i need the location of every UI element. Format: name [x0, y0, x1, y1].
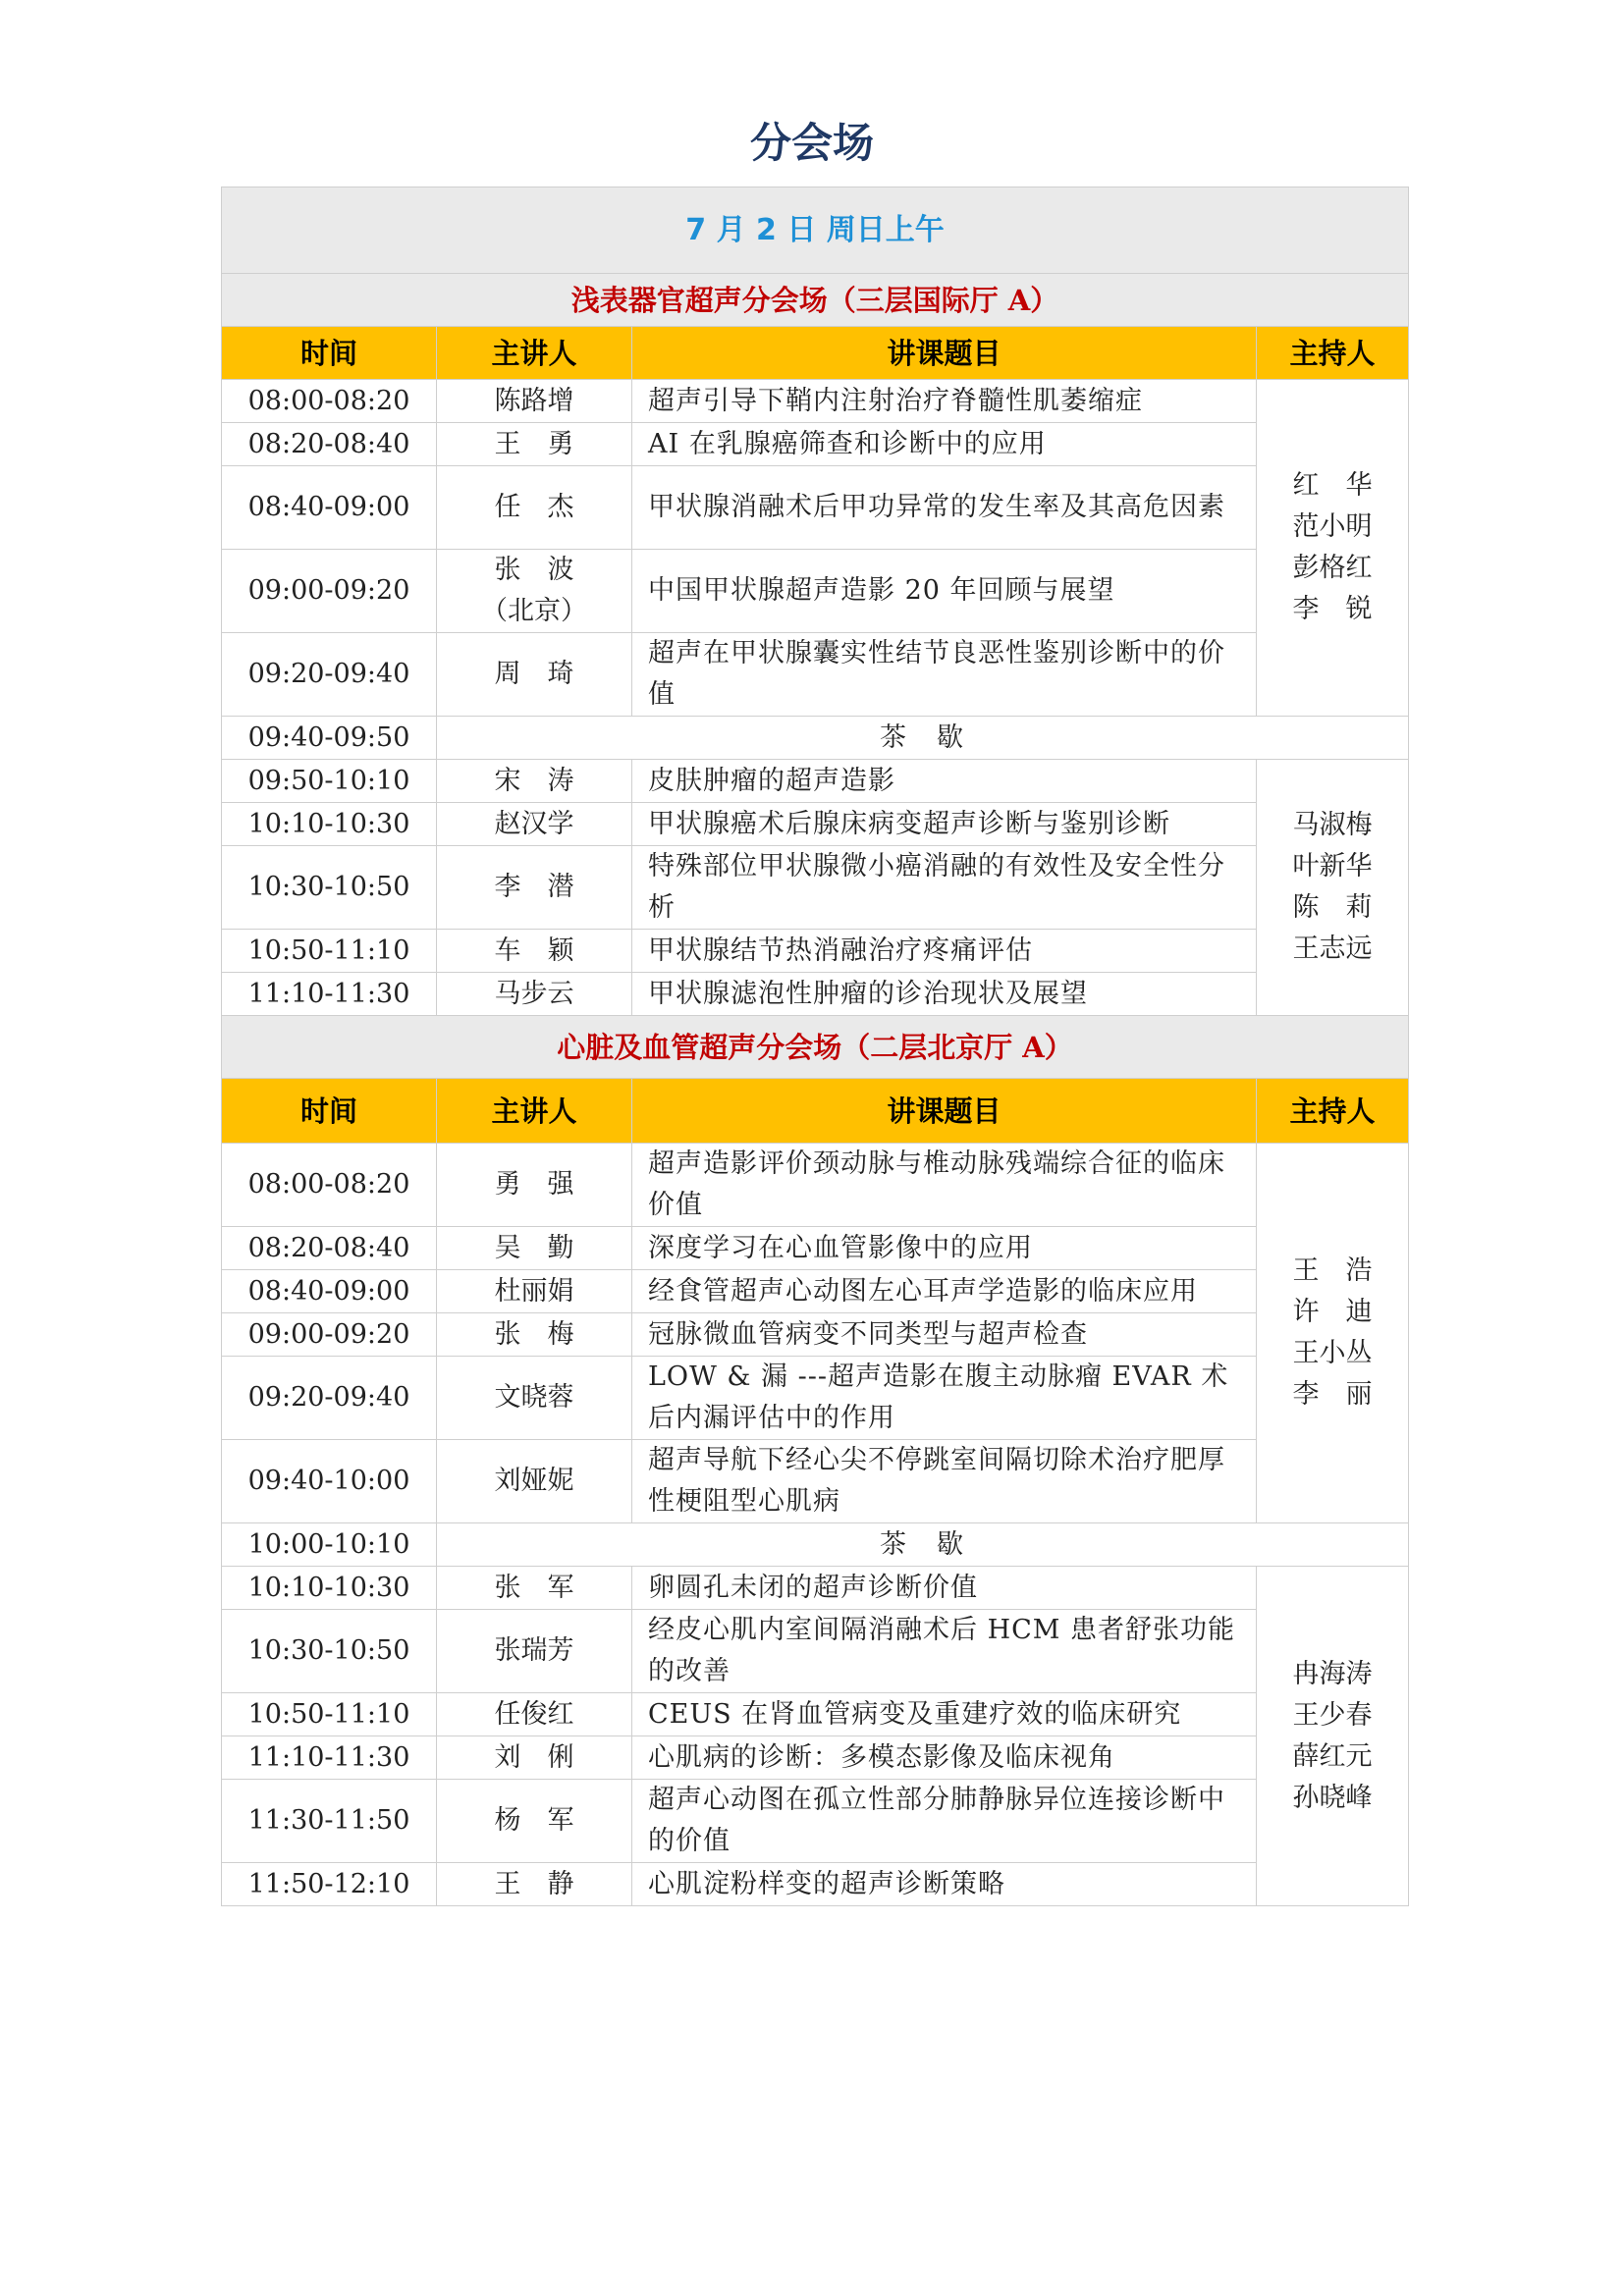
header-speaker: 主讲人 — [437, 327, 632, 380]
talk-row — [222, 550, 1409, 633]
talk-speaker — [437, 1567, 632, 1610]
talk-time: 10:50-11:10 — [222, 1693, 437, 1736]
page-title: 分会场 — [749, 119, 874, 167]
venue-row — [222, 1016, 1409, 1079]
host-cell — [1257, 1567, 1409, 1906]
break-label: 茶 歇 — [437, 717, 1409, 760]
talk-topic: AI 在乳腺癌筛查和诊断中的应用 — [632, 423, 1257, 466]
host-name: 红 华 — [1292, 470, 1373, 501]
talk-speaker — [437, 1440, 632, 1523]
header-host: 主持人 — [1257, 1079, 1409, 1144]
speaker-name: 刘 俐 — [494, 1741, 574, 1773]
talk-row — [222, 380, 1409, 423]
talk-speaker — [437, 846, 632, 930]
talk-topic: 超声在甲状腺囊实性结节良恶性鉴别诊断中的价值 — [632, 633, 1257, 717]
host-name: 叶新华 — [1292, 851, 1373, 881]
talk-time: 10:30-10:50 — [222, 846, 437, 930]
talk-time: 09:50-10:10 — [222, 760, 437, 803]
talk-speaker — [437, 1270, 632, 1313]
talk-row — [222, 846, 1409, 930]
header-time: 时间 — [222, 327, 437, 380]
host-cell — [1257, 760, 1409, 1016]
break-row — [222, 1523, 1409, 1567]
talk-time: 08:00-08:20 — [222, 1144, 437, 1227]
speaker-name: 车 颖 — [494, 934, 574, 966]
host-name: 王志远 — [1292, 934, 1373, 964]
speaker-name: 杨 军 — [494, 1805, 574, 1836]
talk-topic: 超声造影评价颈动脉与椎动脉残端综合征的临床价值 — [632, 1144, 1257, 1227]
talk-time: 11:10-11:30 — [222, 973, 437, 1016]
talk-speaker — [437, 550, 632, 633]
talk-row — [222, 633, 1409, 717]
talk-speaker — [437, 760, 632, 803]
talk-speaker — [437, 1736, 632, 1780]
talk-row — [222, 930, 1409, 973]
speaker-name: 勇 强 — [494, 1169, 574, 1200]
talk-speaker — [437, 633, 632, 717]
talk-row — [222, 803, 1409, 846]
talk-speaker — [437, 1227, 632, 1270]
talk-speaker — [437, 973, 632, 1016]
speaker-name: 刘娅妮 — [494, 1466, 574, 1496]
speaker-name: 文晓蓉 — [494, 1382, 574, 1413]
talk-row — [222, 1567, 1409, 1610]
speaker-name: 杜丽娟 — [494, 1275, 574, 1307]
talk-row — [222, 1610, 1409, 1693]
talk-topic: 甲状腺癌术后腺床病变超声诊断与鉴别诊断 — [632, 803, 1257, 846]
speaker-name: 吴 勤 — [494, 1232, 574, 1263]
host-name: 王少春 — [1292, 1699, 1373, 1731]
host-cell — [1257, 380, 1409, 717]
speaker-name: 王 静 — [494, 1868, 574, 1899]
speaker-name: 陈路增 — [494, 385, 574, 416]
talk-time: 09:20-09:40 — [222, 633, 437, 717]
host-name: 彭格红 — [1292, 553, 1373, 583]
talk-speaker — [437, 1313, 632, 1357]
talk-row — [222, 760, 1409, 803]
schedule-table — [221, 187, 1409, 1906]
header-time: 时间 — [222, 1079, 437, 1144]
talk-speaker — [437, 380, 632, 423]
talk-time: 11:50-12:10 — [222, 1863, 437, 1906]
talk-row — [222, 1780, 1409, 1863]
talk-topic: 甲状腺滤泡性肿瘤的诊治现状及展望 — [632, 973, 1257, 1016]
speaker-name: 赵汉学 — [494, 808, 574, 839]
host-name: 冉海涛 — [1292, 1658, 1373, 1689]
venue-row — [222, 274, 1409, 327]
break-label: 茶 歇 — [437, 1523, 1409, 1567]
talk-topic: 超声心动图在孤立性部分肺静脉异位连接诊断中的价值 — [632, 1780, 1257, 1863]
talk-row — [222, 1270, 1409, 1313]
talk-time: 09:00-09:20 — [222, 550, 437, 633]
talk-row — [222, 1313, 1409, 1357]
talk-speaker — [437, 1780, 632, 1863]
talk-time: 08:00-08:20 — [222, 380, 437, 423]
venue-title: 浅表器官超声分会场（三层国际厅 A） — [222, 274, 1409, 327]
talk-time: 09:00-09:20 — [222, 1313, 437, 1357]
talk-time: 10:30-10:50 — [222, 1610, 437, 1693]
talk-time: 08:40-09:00 — [222, 466, 437, 550]
talk-time: 08:20-08:40 — [222, 1227, 437, 1270]
talk-row — [222, 1440, 1409, 1523]
talk-time: 09:40-10:00 — [222, 1440, 437, 1523]
header-host: 主持人 — [1257, 327, 1409, 380]
speaker-name: 任 杰 — [494, 492, 574, 522]
speaker-name: 宋 涛 — [494, 765, 574, 796]
talk-speaker — [437, 1144, 632, 1227]
host-cell — [1257, 1144, 1409, 1523]
talk-topic: 甲状腺结节热消融治疗疼痛评估 — [632, 930, 1257, 973]
date-header: 7 月 2 日 周日上午 — [222, 187, 1409, 274]
talk-time: 10:10-10:30 — [222, 803, 437, 846]
column-header-row — [222, 327, 1409, 380]
talk-topic: 甲状腺消融术后甲功异常的发生率及其高危因素 — [632, 466, 1257, 550]
talk-row — [222, 1357, 1409, 1440]
host-name: 范小明 — [1292, 511, 1373, 542]
speaker-name: 任俊红 — [494, 1698, 574, 1730]
column-header-row — [222, 1079, 1409, 1144]
talk-topic: 心肌病的诊断：多模态影像及临床视角 — [632, 1736, 1257, 1780]
talk-row — [222, 973, 1409, 1016]
host-name: 王 浩 — [1292, 1255, 1373, 1286]
talk-topic: LOW & 漏 ---超声造影在腹主动脉瘤 EVAR 术后内漏评估中的作用 — [632, 1357, 1257, 1440]
speaker-name: 王 勇 — [494, 428, 574, 459]
talk-time: 08:40-09:00 — [222, 1270, 437, 1313]
talk-speaker — [437, 1863, 632, 1906]
talk-row — [222, 1693, 1409, 1736]
host-name: 王小丛 — [1292, 1338, 1373, 1368]
talk-time: 09:20-09:40 — [222, 1357, 437, 1440]
header-topic: 讲课题目 — [632, 327, 1257, 380]
talk-time: 11:10-11:30 — [222, 1736, 437, 1780]
talk-row — [222, 1144, 1409, 1227]
break-row — [222, 717, 1409, 760]
talk-row — [222, 1863, 1409, 1906]
talk-speaker — [437, 423, 632, 466]
talk-speaker — [437, 930, 632, 973]
header-speaker: 主讲人 — [437, 1079, 632, 1144]
speaker-name: 张 梅 — [494, 1318, 574, 1350]
talk-topic: 心肌淀粉样变的超声诊断策略 — [632, 1863, 1257, 1906]
talk-speaker — [437, 466, 632, 550]
talk-topic: 超声导航下经心尖不停跳室间隔切除术治疗肥厚性梗阻型心肌病 — [632, 1440, 1257, 1523]
date-header-row — [222, 187, 1409, 274]
talk-speaker — [437, 1693, 632, 1736]
talk-speaker — [437, 1357, 632, 1440]
talk-time: 08:20-08:40 — [222, 423, 437, 466]
talk-topic: CEUS 在肾血管病变及重建疗效的临床研究 — [632, 1693, 1257, 1736]
host-name: 李 丽 — [1292, 1379, 1373, 1410]
host-name: 薛红元 — [1292, 1740, 1373, 1772]
talk-speaker — [437, 803, 632, 846]
host-name: 李 锐 — [1292, 594, 1373, 624]
talk-topic: 经皮心肌内室间隔消融术后 HCM 患者舒张功能的改善 — [632, 1610, 1257, 1693]
host-name: 许 迪 — [1292, 1297, 1373, 1327]
speaker-name: 周 琦 — [494, 659, 574, 689]
talk-speaker — [437, 1610, 632, 1693]
talk-topic: 特殊部位甲状腺微小癌消融的有效性及安全性分析 — [632, 846, 1257, 930]
talk-topic: 超声引导下鞘内注射治疗脊髓性肌萎缩症 — [632, 380, 1257, 423]
talk-topic: 深度学习在心血管影像中的应用 — [632, 1227, 1257, 1270]
talk-row — [222, 1736, 1409, 1780]
talk-time: 11:30-11:50 — [222, 1780, 437, 1863]
header-topic: 讲课题目 — [632, 1079, 1257, 1144]
venue-title: 心脏及血管超声分会场（二层北京厅 A） — [222, 1016, 1409, 1079]
break-time: 10:00-10:10 — [222, 1523, 437, 1567]
speaker-name: 张瑞芳 — [494, 1635, 574, 1666]
host-name: 马淑梅 — [1292, 810, 1373, 840]
talk-topic: 中国甲状腺超声造影 20 年回顾与展望 — [632, 550, 1257, 633]
talk-time: 10:10-10:30 — [222, 1567, 437, 1610]
talk-time: 10:50-11:10 — [222, 930, 437, 973]
talk-row — [222, 1227, 1409, 1270]
talk-row — [222, 466, 1409, 550]
speaker-name: （北京） — [481, 596, 587, 626]
talk-topic: 卵圆孔未闭的超声诊断价值 — [632, 1567, 1257, 1610]
talk-row — [222, 423, 1409, 466]
break-time: 09:40-09:50 — [222, 717, 437, 760]
host-name: 孙晓峰 — [1292, 1782, 1373, 1813]
talk-topic: 皮肤肿瘤的超声造影 — [632, 760, 1257, 803]
host-name: 陈 莉 — [1292, 892, 1373, 923]
speaker-name: 张 波 — [494, 555, 574, 585]
speaker-name: 马步云 — [494, 978, 574, 1009]
talk-topic: 经食管超声心动图左心耳声学造影的临床应用 — [632, 1270, 1257, 1313]
talk-topic: 冠脉微血管病变不同类型与超声检查 — [632, 1313, 1257, 1357]
speaker-name: 张 军 — [494, 1572, 574, 1603]
speaker-name: 李 潜 — [494, 872, 574, 902]
